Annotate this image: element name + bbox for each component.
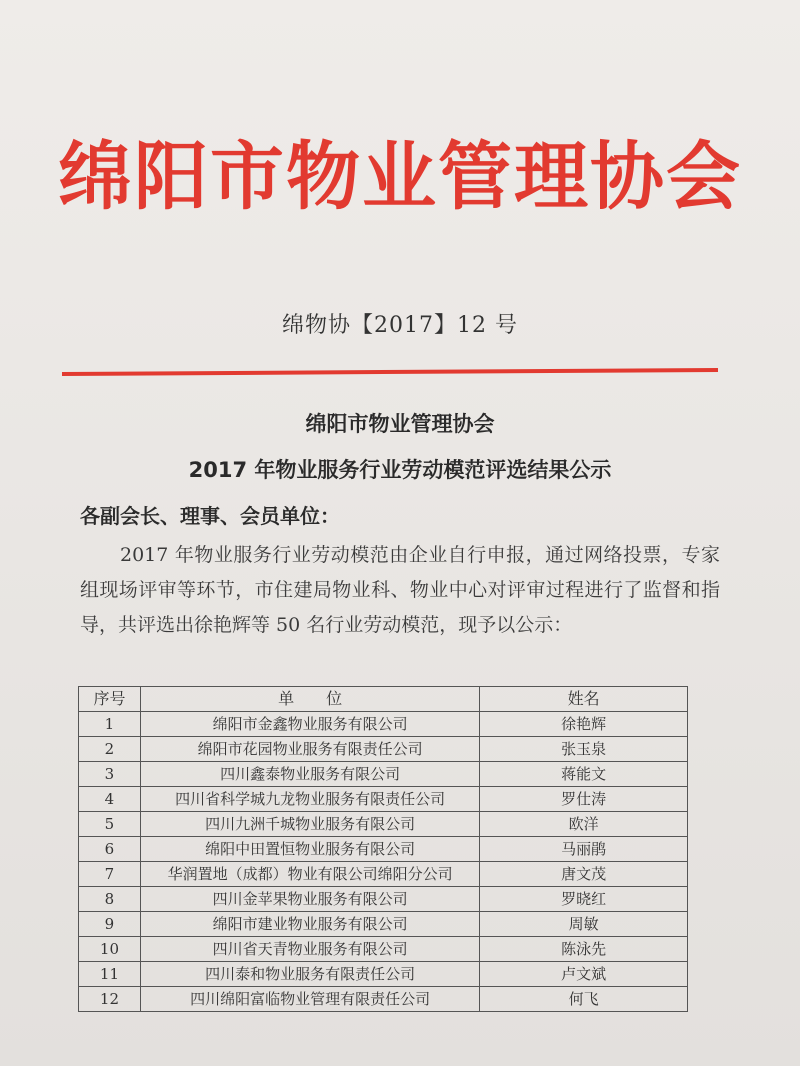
table-header-row [79, 687, 688, 712]
cell-serial: 7 [79, 862, 141, 887]
masthead-title: 绵阳市物业管理协会 [58, 134, 742, 220]
cell-serial: 10 [79, 937, 141, 962]
cell-name: 马丽鹃 [480, 837, 688, 862]
cell-unit: 四川泰和物业服务有限责任公司 [140, 962, 479, 987]
table-row [79, 812, 688, 837]
issuer-name: 绵阳市物业管理协会 [305, 412, 495, 436]
document-number: 绵物协【2017】12 号 [282, 313, 518, 338]
results-table-container [78, 686, 688, 1012]
cell-unit: 绵阳中田置恒物业服务有限公司 [140, 837, 479, 862]
cell-name: 徐艳辉 [480, 712, 688, 737]
cell-unit: 四川省科学城九龙物业服务有限责任公司 [140, 787, 479, 812]
header-serial: 序号 [79, 687, 141, 712]
red-divider-line [62, 368, 718, 376]
cell-serial: 1 [79, 712, 141, 737]
cell-name: 周敏 [480, 912, 688, 937]
table-row [79, 937, 688, 962]
cell-serial: 6 [79, 837, 141, 862]
cell-unit: 四川金苹果物业服务有限公司 [140, 887, 479, 912]
cell-name: 欧洋 [480, 812, 688, 837]
cell-name: 何飞 [480, 987, 688, 1012]
table-row [79, 962, 688, 987]
cell-name: 陈泳先 [480, 937, 688, 962]
results-table [78, 686, 688, 1012]
table-row [79, 837, 688, 862]
cell-serial: 4 [79, 787, 141, 812]
cell-unit: 绵阳市金鑫物业服务有限公司 [140, 712, 479, 737]
cell-unit: 华润置地（成都）物业有限公司绵阳分公司 [140, 862, 479, 887]
cell-serial: 2 [79, 737, 141, 762]
cell-serial: 11 [79, 962, 141, 987]
table-row [79, 762, 688, 787]
header-unit: 单 位 [140, 687, 479, 712]
cell-unit: 绵阳市花园物业服务有限责任公司 [140, 737, 479, 762]
cell-unit: 四川省天青物业服务有限公司 [140, 937, 479, 962]
table-row [79, 887, 688, 912]
cell-serial: 12 [79, 987, 141, 1012]
cell-serial: 8 [79, 887, 141, 912]
table-row [79, 987, 688, 1012]
cell-unit: 绵阳市建业物业服务有限公司 [140, 912, 479, 937]
cell-name: 蒋能文 [480, 762, 688, 787]
body-paragraph: 2017 年物业服务行业劳动模范由企业自行申报，通过网络投票，专家组现场评审等环节，市住建局物业科、物业中心对评审过程进行了监督和指导，共评选出徐艳辉等 50 名行业劳动模范，现予以公示： [80, 544, 720, 636]
cell-name: 唐文茂 [480, 862, 688, 887]
cell-serial: 9 [79, 912, 141, 937]
table-row [79, 787, 688, 812]
cell-serial: 5 [79, 812, 141, 837]
document-title: 2017 年物业服务行业劳动模范评选结果公示 [188, 458, 612, 482]
table-row [79, 912, 688, 937]
cell-serial: 3 [79, 762, 141, 787]
cell-unit: 四川鑫泰物业服务有限公司 [140, 762, 479, 787]
header-name: 姓名 [480, 687, 688, 712]
cell-unit: 四川九洲千城物业服务有限公司 [140, 812, 479, 837]
table-row [79, 712, 688, 737]
cell-name: 罗仕涛 [480, 787, 688, 812]
cell-name: 罗晓红 [480, 887, 688, 912]
table-row [79, 862, 688, 887]
cell-unit: 四川绵阳富临物业管理有限责任公司 [140, 987, 479, 1012]
cell-name: 张玉泉 [480, 737, 688, 762]
cell-name: 卢文斌 [480, 962, 688, 987]
table-row [79, 737, 688, 762]
salutation: 各副会长、理事、会员单位： [80, 504, 340, 528]
